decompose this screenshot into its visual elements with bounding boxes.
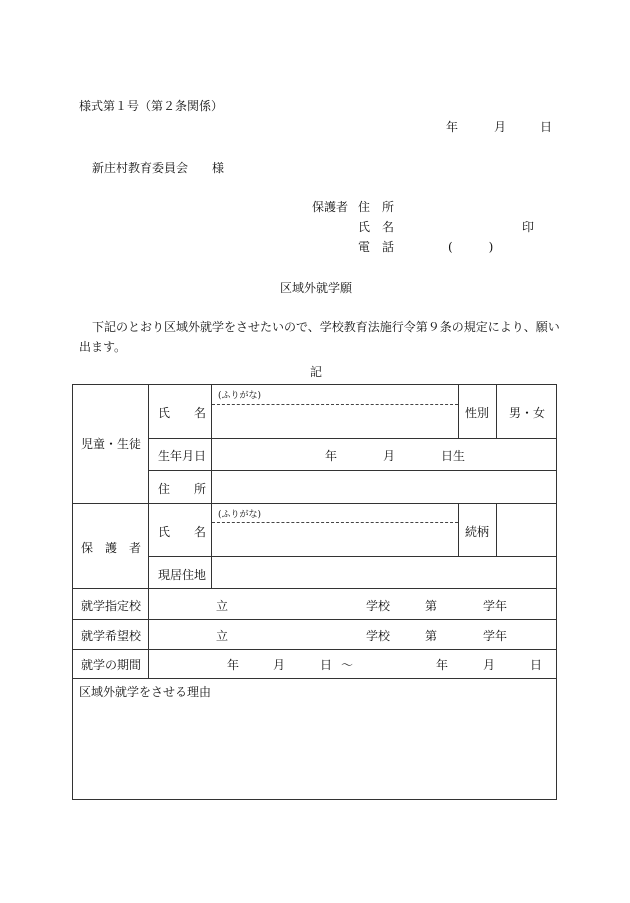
guardian-role: 保護者 — [312, 200, 349, 214]
sex-label: 性別 — [465, 406, 490, 420]
desired-dai: 第 — [425, 629, 438, 643]
child-name-label: 氏 名 — [158, 406, 207, 420]
guardian-label: 保 護 者 — [81, 541, 142, 555]
residence-label: 現居住地 — [158, 568, 207, 582]
designated-label: 就学指定校 — [81, 599, 142, 613]
child-label: 児童・生徒 — [81, 437, 142, 451]
dob-year: 年 — [325, 449, 338, 463]
period-end-year: 年 — [436, 658, 449, 672]
relation-label: 続柄 — [465, 525, 490, 539]
ki-mark: 記 — [310, 365, 323, 379]
period-start-day: 日 — [320, 658, 333, 672]
period-tilde: 〜 — [341, 658, 354, 672]
designated-ritsu: 立 — [216, 599, 229, 613]
guardian-name-label-table: 氏 名 — [158, 525, 207, 539]
guardian-name-label: 氏 名 — [358, 220, 395, 234]
guardian-phone-label: 電 話 — [358, 240, 395, 254]
period-label: 就学の期間 — [81, 658, 142, 672]
dob-label: 生年月日 — [158, 449, 207, 463]
designated-dai: 第 — [425, 599, 438, 613]
seal-mark: 印 — [522, 220, 535, 234]
child-address-label: 住 所 — [158, 482, 207, 496]
child-furigana: (ふりがな) — [218, 391, 262, 401]
guardian-address-label: 住 所 — [358, 200, 395, 214]
designated-grade: 学年 — [483, 599, 508, 613]
designated-school: 学校 — [366, 599, 391, 613]
addressee: 新庄村教育委員会 様 — [92, 161, 225, 175]
desired-label: 就学希望校 — [81, 629, 142, 643]
form-number: 様式第１号（第２条関係） — [79, 99, 224, 113]
date-day: 日 — [540, 120, 553, 134]
reason-label: 区域外就学をさせる理由 — [79, 685, 212, 699]
sex-value: 男・女 — [509, 406, 546, 420]
body-line-2: 出ます。 — [79, 340, 127, 354]
desired-school: 学校 — [366, 629, 391, 643]
date-month: 月 — [494, 120, 507, 134]
period-start-month: 月 — [273, 658, 286, 672]
date-year: 年 — [446, 120, 459, 134]
dob-day: 日生 — [441, 449, 466, 463]
desired-ritsu: 立 — [216, 629, 229, 643]
guardian-furigana: (ふりがな) — [218, 510, 262, 520]
period-end-month: 月 — [483, 658, 496, 672]
desired-grade: 学年 — [483, 629, 508, 643]
guardian-phone-paren: ( ) — [448, 240, 494, 254]
period-end-day: 日 — [530, 658, 543, 672]
body-line-1: 下記のとおり区域外就学をさせたいので、学校教育法施行令第９条の規定により、願い — [92, 320, 560, 334]
document-title: 区域外就学願 — [280, 281, 353, 295]
period-start-year: 年 — [227, 658, 240, 672]
dob-month: 月 — [383, 449, 396, 463]
